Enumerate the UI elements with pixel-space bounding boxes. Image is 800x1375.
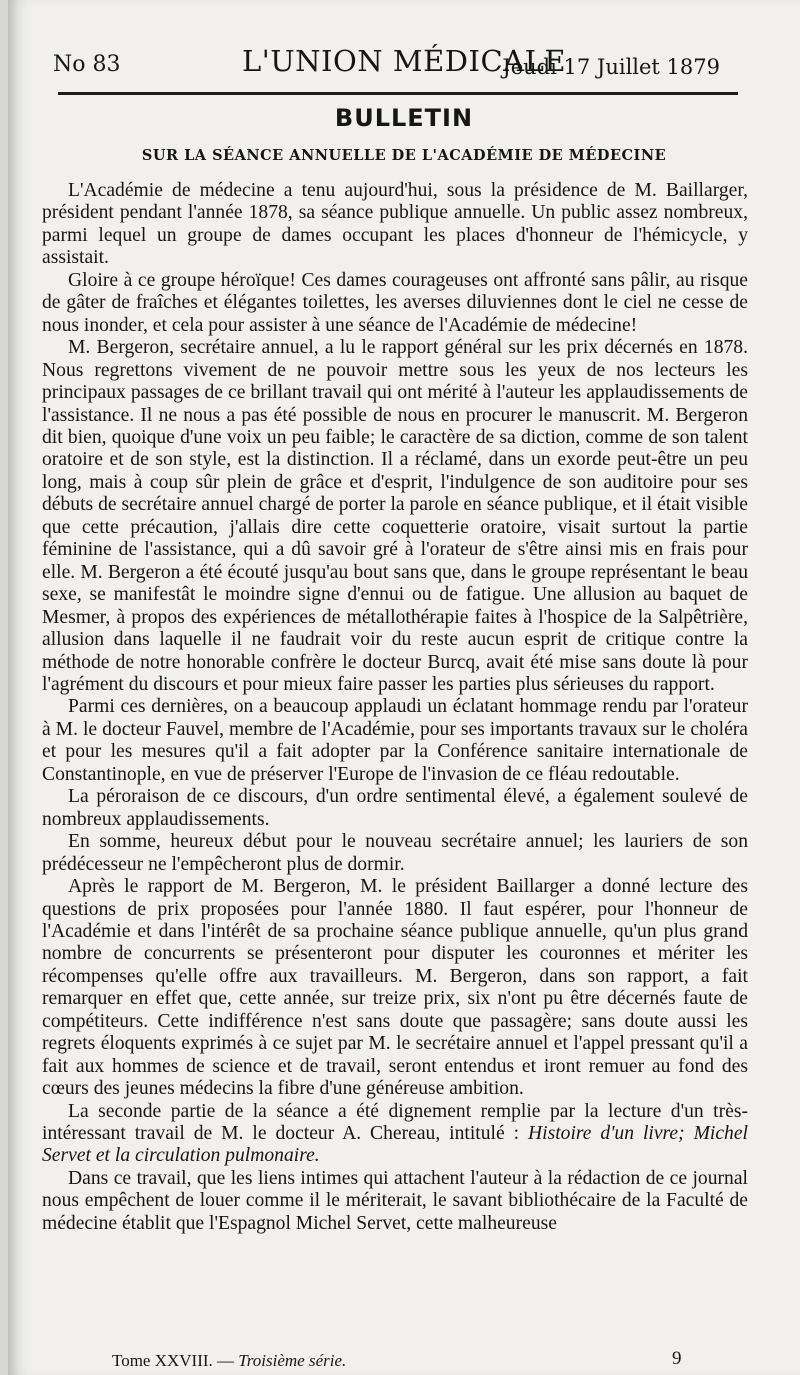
- journal-title: L'UNION MÉDICALE: [242, 44, 566, 78]
- newspaper-page: [8, 0, 800, 1375]
- paragraph: M. Bergeron, secrétaire annuel, a lu le rapport général sur les prix décernés en 1878. Nous regrettons vivement de ne pouvoir mettre sous les yeux de nos lecteurs les principaux passages de ce brillant travail qui ont mérité à l'auteur les applaudissements de l'assistance. Il ne nous a pas été possible de nous en procurer le manuscrit. M. Bergeron dit bien, quoique d'une voix un peu faible; le caractère de sa diction, comme de son talent oratoire et de son style, est la distinction. Il a réclamé, dans un exorde peut-être un peu long, mais à coup sûr plein de grâce et d'esprit, l'indulgence de son auditoire pour ses débuts de secrétaire annuel chargé de porter la parole en séance publique, et il était visible que cette précaution, j'allais dire cette coquetterie oratoire, visait surtout la partie féminine de l'assistance, qui a dû savoir gré à l'orateur de s'être ainsi mis en frais pour elle. M. Bergeron a été écouté jusqu'au bout sans que, dans le groupe représentant le beau sexe, se manifestât le moindre signe d'ennui ou de fatigue. Une allusion au baquet de Mesmer, à propos des expériences de métallothérapie faites à l'hospice de la Salpêtrière, allusion dans laquelle il ne faudrait voir du reste aucun esprit de critique contre la méthode de notre honorable confrère le docteur Burcq, avait été mise sans doute là pour l'agrément du discours et pour mieux faire passer les parties plus sérieuses du rapport.: [42, 337, 748, 695]
- header-rule: [58, 92, 738, 95]
- section-subtitle: SUR LA SÉANCE ANNUELLE DE L'ACADÉMIE DE MÉDECINE: [141, 147, 667, 164]
- paragraph-text: La seconde partie de la séance a été dignement remplie par la lecture d'un très-intéressant travail de M. le docteur A. Chereau, intitulé :: [42, 1100, 748, 1145]
- paragraph: [42, 1101, 748, 1168]
- paragraph: L'Académie de médecine a tenu aujourd'hui, sous la présidence de M. Baillarger, président pendant l'année 1878, sa séance publique annuelle. Un public assez nombreux, parmi lequel un groupe de dames occupant les places d'honneur de l'hémicycle, y assistait.: [42, 180, 748, 269]
- paragraph: Gloire à ce groupe héroïque! Ces dames courageuses ont affronté sans pâlir, au risque de gâter de fraîches et élégantes toilettes, les averses diluviennes dont le ciel ne cesse de nous inonder, et cela pour assister à une séance de l'Académie de médecine!: [42, 269, 748, 336]
- issue-date: Jeudi 17 Juillet 1879: [502, 55, 720, 79]
- article-body: [42, 180, 748, 1235]
- paragraph: Parmi ces dernières, on a beaucoup applaudi un éclatant hommage rendu par l'orateur à M. le docteur Fauvel, membre de l'Académie, pour ses importants travaux sur le choléra et pour les mesures qu'il a fait adopter par la Conférence sanitaire internationale de Constantinople, en vue de préserver l'Europe de l'invasion de ce fléau redoutable.: [42, 696, 748, 785]
- work-title: Histoire d'un livre; Michel Servet et la circulation pulmonaire.: [42, 1123, 748, 1167]
- series-label: Troisième série.: [238, 1351, 347, 1370]
- paragraph: En somme, heureux début pour le nouveau secrétaire annuel; les lauriers de son prédécesseur ne l'empêcheront plus de dormir.: [42, 831, 748, 875]
- page-number: 9: [672, 1348, 682, 1369]
- section-title: BULLETIN: [334, 104, 474, 132]
- paragraph: La péroraison de ce discours, d'un ordre sentimental élevé, a également soulevé de nombreux applaudissements.: [42, 786, 748, 830]
- footer-volume: [112, 1351, 346, 1371]
- paragraph: Après le rapport de M. Bergeron, M. le président Baillarger a donné lecture des questions de prix proposées pour l'année 1880. Il faut espérer, pour l'honneur de l'Académie et dans l'intérêt de sa prochaine séance publique annuelle, qu'un plus grand nombre de concurrents se présenteront pour disputer les couronnes et mériter les récompenses qu'elle offre aux travailleurs. M. Bergeron, dans son rapport, a fait remarquer en effet que, cette année, sur treize prix, six n'ont pu être décernés faute de compétiteurs. Cette indifférence n'est sans doute que passagère; sans doute aussi les regrets éloquents exprimés à ce sujet par M. le secrétaire annuel et l'appel pressant qu'il a fait aux hommes de science et de travail, seront entendus et iront remuer au fond des cœurs des jeunes médecins la fibre d'une généreuse ambition.: [42, 876, 748, 1100]
- paragraph: Dans ce travail, que les liens intimes qui attachent l'auteur à la rédaction de ce journal nous empêchent de louer comme il le mériterait, le savant bibliothécaire de la Faculté de médecine établit que l'Espagnol Michel Servet, cette malheureuse: [42, 1167, 748, 1234]
- issue-number: No 83: [53, 52, 121, 77]
- tome-label: Tome XXVIII. —: [112, 1351, 239, 1370]
